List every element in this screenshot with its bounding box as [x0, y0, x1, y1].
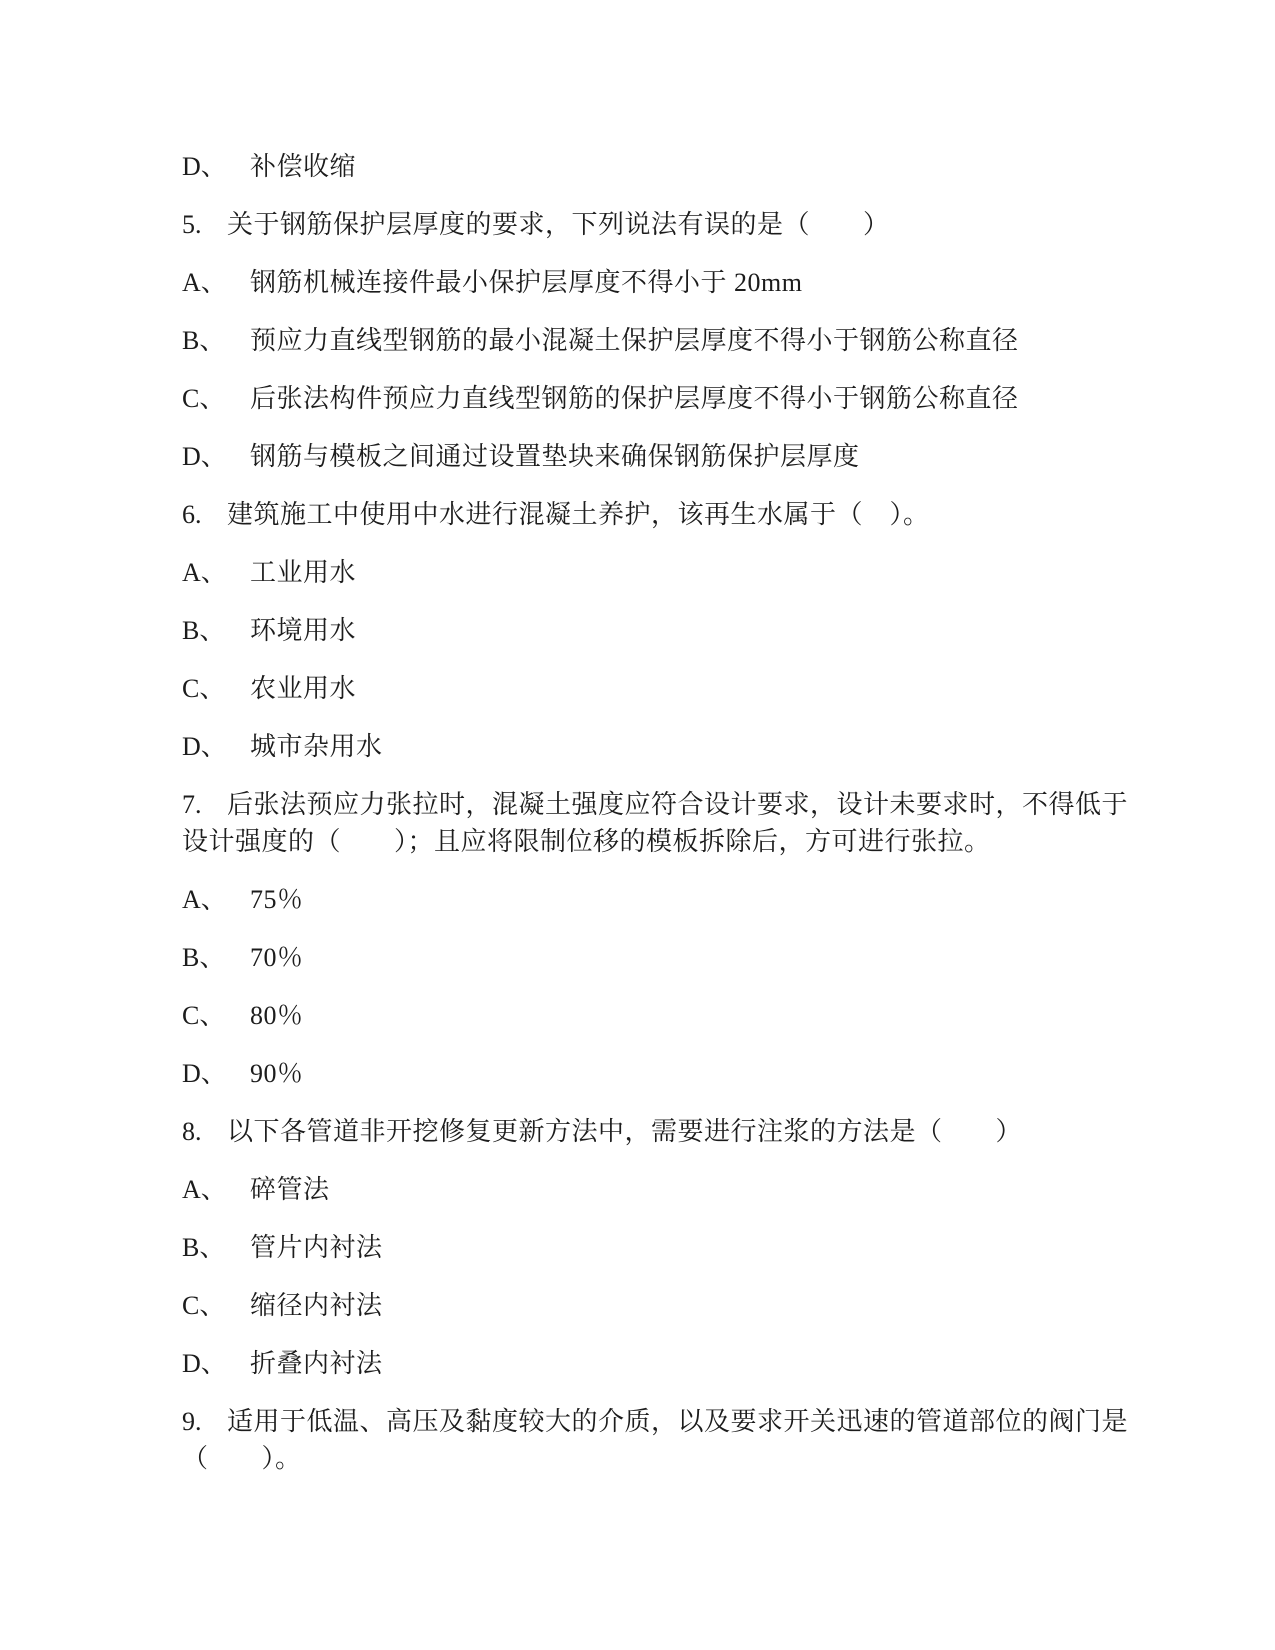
option-line-q6-a [182, 554, 1185, 591]
option-text: 城市杂用水 [250, 732, 383, 761]
option-line-q7-c [182, 997, 1185, 1034]
option-line-q6-d [182, 728, 1185, 765]
option-text: 碎管法 [250, 1175, 330, 1204]
question-number: 7. [182, 790, 202, 819]
question-number: 8. [182, 1117, 202, 1146]
option-text: 缩径内衬法 [250, 1291, 383, 1320]
option-label: D、 [182, 442, 227, 471]
question-text: 关于钢筋保护层厚度的要求，下列说法有误的是（ ） [227, 210, 890, 239]
option-label: D、 [182, 1349, 227, 1378]
option-line-q7-d [182, 1055, 1185, 1092]
option-label: B、 [182, 943, 226, 972]
option-line-q7-a [182, 881, 1185, 918]
option-text: 钢筋与模板之间通过设置垫块来确保钢筋保护层厚度 [250, 442, 860, 471]
question-number: 5. [182, 210, 202, 239]
option-text: 90％ [250, 1059, 304, 1088]
option-line-q5-c [182, 380, 1185, 417]
option-line-q8-b [182, 1229, 1185, 1266]
option-text: 后张法构件预应力直线型钢筋的保护层厚度不得小于钢筋公称直径 [250, 384, 1019, 413]
option-label: B、 [182, 616, 226, 645]
option-label: A、 [182, 1175, 227, 1204]
option-line-q7-b [182, 939, 1185, 976]
option-label: D、 [182, 732, 227, 761]
option-text: 钢筋机械连接件最小保护层厚度不得小于 20mm [250, 268, 803, 297]
option-label: A、 [182, 268, 227, 297]
option-label: D、 [182, 152, 227, 181]
question-8 [182, 1113, 1185, 1150]
question-text: 适用于低温、高压及黏度较大的介质，以及要求开关迅速的管道部位的阀门是 [227, 1407, 1129, 1436]
option-label: B、 [182, 326, 226, 355]
question-5 [182, 206, 1185, 243]
option-line-q8-c [182, 1287, 1185, 1324]
option-text: 补偿收缩 [250, 152, 357, 181]
option-line-q5-d [182, 438, 1185, 475]
option-text: 工业用水 [250, 558, 357, 587]
question-6 [182, 496, 1185, 533]
question-text: 建筑施工中使用中水进行混凝土养护，该再生水属于（ ）。 [227, 500, 930, 529]
question-9 [182, 1403, 1185, 1477]
option-line-q5-b [182, 322, 1185, 359]
option-line-q6-c [182, 670, 1185, 707]
option-text: 70％ [250, 943, 304, 972]
option-label: C、 [182, 1291, 226, 1320]
option-text: 管片内衬法 [250, 1233, 383, 1262]
option-text: 环境用水 [250, 616, 357, 645]
option-label: C、 [182, 1001, 226, 1030]
option-text: 80％ [250, 1001, 304, 1030]
question-text-continued: （ ）。 [182, 1444, 302, 1473]
option-label: D、 [182, 1059, 227, 1088]
option-label: B、 [182, 1233, 226, 1262]
option-label: C、 [182, 674, 226, 703]
option-line-q6-b [182, 612, 1185, 649]
option-line-q8-d [182, 1345, 1185, 1382]
option-text: 预应力直线型钢筋的最小混凝土保护层厚度不得小于钢筋公称直径 [250, 326, 1019, 355]
option-label: A、 [182, 885, 227, 914]
question-text-continued: 设计强度的（ ）；且应将限制位移的模板拆除后，方可进行张拉。 [182, 827, 991, 856]
option-text: 折叠内衬法 [250, 1349, 383, 1378]
question-number: 9. [182, 1407, 202, 1436]
question-number: 6. [182, 500, 202, 529]
option-line-q4-d [182, 148, 1185, 185]
option-text: 75％ [250, 885, 304, 914]
option-label: A、 [182, 558, 227, 587]
question-text: 以下各管道非开挖修复更新方法中，需要进行注浆的方法是（ ） [227, 1117, 1023, 1146]
option-line-q5-a [182, 264, 1185, 301]
option-label: C、 [182, 384, 226, 413]
question-text: 后张法预应力张拉时，混凝土强度应符合设计要求，设计未要求时，不得低于 [227, 790, 1129, 819]
question-7 [182, 786, 1185, 860]
option-text: 农业用水 [250, 674, 357, 703]
option-line-q8-a [182, 1171, 1185, 1208]
